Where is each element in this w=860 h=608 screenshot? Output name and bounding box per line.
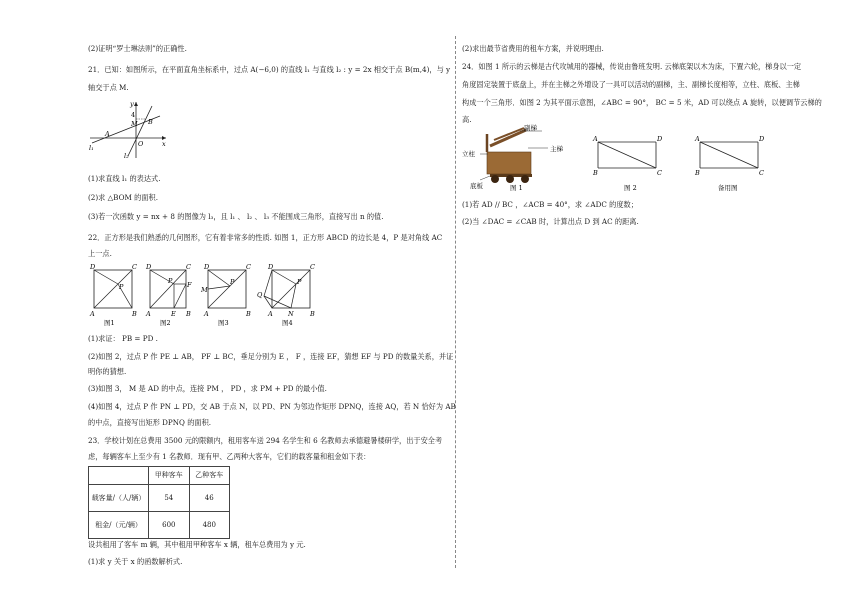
fig3-label-c: C	[246, 263, 251, 271]
origin-label: O	[138, 140, 144, 148]
q24-figures	[462, 124, 822, 194]
table-cell: 载客量/（人/辆）	[89, 485, 149, 512]
fig3-label-a: A	[204, 310, 209, 318]
q20-part2: (2)证明“罗士琳法则”的正确性.	[88, 44, 187, 53]
q22-part1: (1)求证： PB = PD .	[88, 334, 158, 343]
table-cell: 600	[149, 512, 189, 539]
point-a-label: A	[105, 130, 110, 138]
fig4-label-p: P	[297, 278, 302, 286]
spare-label-c: C	[759, 169, 764, 177]
fig2-label-a: A	[593, 135, 598, 143]
table-cell: 54	[149, 485, 189, 512]
table-cell: 480	[189, 512, 229, 539]
fig2-caption: 图2	[160, 319, 171, 327]
fig3-label-d: D	[204, 263, 210, 271]
q24-stem-3: 构成一个三角形．如图 2 为其平面示意图，∠ABC = 90°， BC = 5 米，AD 可以绕点 A 旋转，以便调节云梯的	[462, 98, 822, 107]
fig2-label-a: A	[146, 310, 151, 318]
label-pillar: 立柱	[462, 150, 475, 158]
spare-caption: 备用图	[718, 184, 738, 192]
fig4-label-b: B	[310, 310, 315, 318]
q22-square-figures	[88, 262, 328, 328]
table-row	[89, 512, 230, 539]
fig2-label-c: C	[657, 169, 662, 177]
table-row	[89, 485, 230, 512]
label-base: 底板	[470, 182, 483, 190]
spare-label-b: B	[695, 169, 700, 177]
q24-stem-1: 24．如图 1 所示的云梯是古代攻城用的器械，传说由鲁班发明. 云梯底架以木为床，下置六轮，梯身以一定	[462, 62, 802, 71]
line-l2-label: l₂	[124, 152, 129, 160]
spare-label-d: D	[759, 135, 765, 143]
rental-table	[88, 466, 230, 539]
fig3-label-m: M	[201, 286, 208, 294]
fig1-label-c: C	[132, 263, 137, 271]
fig2-label-b: B	[186, 310, 191, 318]
q22-part3: (3)如图 3， M 是 AD 的中点，连接 PM ， PD ，求 PM + PD 的最小值.	[88, 384, 327, 393]
fig1-label-a: A	[90, 310, 95, 318]
fig1-label-d: D	[90, 263, 96, 271]
tick-4-label: 4	[131, 111, 136, 119]
q21-part1: (1)求直线 l₁ 的表达式.	[88, 174, 161, 183]
q21-stem: 21．已知：如图所示，在平面直角坐标系中，过点 A(−6,0) 的直线 l₁ 与直线 l₂ : y = 2x 相交于点 B(m,4)，与 y	[88, 65, 451, 74]
q24-part1: (1)若 AD // BC ，∠ACB = 40°，求 ∠ADC 的度数；	[462, 200, 638, 209]
fig2-caption: 图 2	[624, 184, 637, 192]
fig3-label-p: P	[230, 278, 235, 286]
point-m-label: M	[131, 120, 138, 128]
fig2-label-c: C	[186, 263, 191, 271]
fig4-caption: 图4	[282, 319, 293, 327]
q23-stem-cont: 虑，每辆客车上至少有 1 名教师．现有甲、乙两种大客车，它们的载客量和租金如下表：	[88, 452, 371, 461]
label-main-ladder: 主梯	[550, 145, 563, 153]
label-fu-ladder: 副梯	[524, 124, 537, 132]
q24-stem-2: 角度固定装置于底盘上，并在主梯之外增设了一具可以活动的副梯，主、副梯长度相等，立柱、底板、主梯	[462, 80, 800, 89]
q23-setup: 设共租用了客车 m 辆，其中租用甲种客车 x 辆，租车总费用为 y 元.	[88, 540, 306, 549]
fig1-caption: 图1	[104, 319, 115, 327]
q21-stem-cont: 轴交于点 M.	[88, 83, 129, 92]
fig2-label-p: P	[168, 277, 173, 285]
fig4-label-n: N	[288, 310, 294, 318]
fig2-label-b: B	[593, 169, 598, 177]
q22-figure-2	[145, 263, 192, 327]
q23-part2: (2)求出最节省费用的租车方案，并说明理由.	[462, 44, 604, 53]
q22-figure-1	[89, 263, 137, 327]
q23-part1: (1)求 y 关于 x 的函数解析式.	[88, 557, 183, 566]
q22-stem-cont: 上一点.	[88, 249, 112, 258]
fig1-caption: 图 1	[510, 184, 523, 192]
table-cell: 租金/（元/辆）	[89, 512, 149, 539]
q22-part2: (2)如图 2，过点 P 作 PE ⊥ AB， PF ⊥ BC，垂足分别为 E ， F ，连接 EF，猜想 EF 与 PD 的数量关系，并证	[88, 352, 454, 361]
q21-coordinate-figure	[88, 98, 168, 160]
q23-stem: 23．学校计划在总费用 3500 元的限额内，租用客车送 294 名学生和 6 名教师去承德避暑楼研学，出于安全考	[88, 436, 443, 445]
point-b-label: B	[148, 118, 153, 126]
q24-part2: (2)当 ∠DAC = ∠CAB 时，计算出点 D 到 AC 的距离.	[462, 217, 639, 226]
q22-stem: 22．正方形是我们熟悉的几何图形，它有着非常多的性质. 如图 1，正方形 ABCD 的边长是 4，P 是对角线 AC	[88, 233, 443, 242]
fig1-label-p: P	[119, 283, 124, 291]
fig4-label-q: Q	[257, 291, 263, 299]
q24-stem-4: 高.	[462, 115, 472, 124]
fig2-label-f: F	[187, 281, 192, 289]
table-header-cell	[89, 467, 149, 485]
column-divider	[455, 36, 456, 568]
fig4-label-d: D	[268, 263, 274, 271]
q24-spare-figure	[694, 135, 765, 192]
fig1-label-b: B	[132, 310, 137, 318]
q22-part4: (4)如图 4，过点 P 作 PN ⊥ PD，交 AB 于点 N，以 PD、PN 为邻边作矩形 DPNQ，连接 AQ，若 N 恰好为 AB	[88, 402, 456, 411]
line-l1-label: l₁	[89, 144, 94, 152]
q21-part3: (3)若一次函数 y = nx + 8 的图像为 l₃，且 l₁ 、 l₂ 、 l₃ 不能围成三角形，直接写出 n 的值.	[88, 212, 384, 221]
q22-figure-3	[200, 263, 251, 327]
fig2-label-e: E	[171, 310, 176, 318]
y-axis-label: y	[130, 100, 134, 108]
table-header-cell: 乙种客车	[189, 467, 229, 485]
fig3-caption: 图3	[218, 319, 229, 327]
fig4-label-a: A	[268, 310, 273, 318]
fig2-label-d: D	[657, 135, 663, 143]
fig4-label-c: C	[310, 263, 315, 271]
q22-part2-cont: 明你的猜想.	[88, 367, 127, 376]
x-axis-label: x	[162, 140, 166, 148]
q22-figure-4	[257, 263, 315, 327]
fig3-label-b: B	[246, 310, 251, 318]
q22-part4-cont: 的中点，直接写出矩形 DPNQ 的面积.	[88, 418, 212, 427]
ladder-illustration	[462, 124, 564, 192]
q24-figure-2	[592, 135, 663, 192]
q21-part2: (2)求 △BOM 的面积.	[88, 193, 158, 202]
table-header-cell: 甲种客车	[149, 467, 189, 485]
table-cell: 46	[189, 485, 229, 512]
spare-label-a: A	[695, 135, 700, 143]
fig2-label-d: D	[146, 263, 152, 271]
